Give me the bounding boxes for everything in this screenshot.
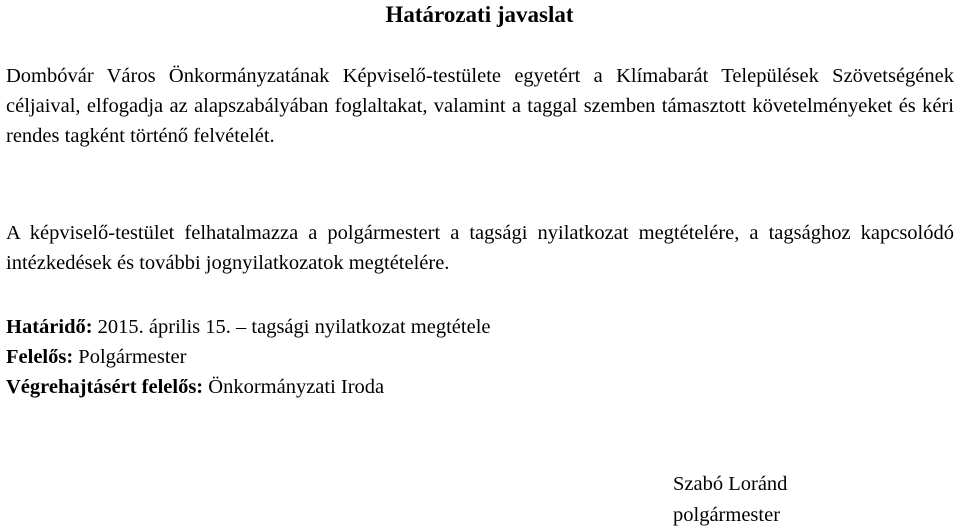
paragraph-authorization: A képviselő-testület felhatalmazza a polgármestert a tagsági nyilatkozat megtételére, a tagsághoz kapcsolódó intézkedések és további jognyilatkozatok megtételére. xyxy=(6,222,954,274)
deadline-value: 2015. április 15. – tagsági nyilatkozat megtétele xyxy=(97,316,491,338)
responsible-label: Felelős: xyxy=(6,346,74,368)
paragraph-resolution: Dombóvár Város Önkormányzatának Képviselő-testülete egyetért a Klímabarát Települések Szövetségének céljaival, elfogadja az alapszabályában foglaltakat, valamint a taggal szemben támasztott követelményeket és kéri rendes tagként történő felvételét. xyxy=(6,65,954,147)
deadline-label: Határidő: xyxy=(6,316,93,338)
executor-value: Önkormányzati Iroda xyxy=(208,376,385,398)
executor-label: Végrehajtásért felelős: xyxy=(6,376,204,398)
resolution-fields xyxy=(6,312,954,402)
document-title: Határozati javaslat xyxy=(385,2,574,27)
signature-block xyxy=(673,469,787,531)
signature-name: Szabó Loránd xyxy=(673,473,788,495)
responsible-value: Polgármester xyxy=(78,346,187,368)
deadline-row xyxy=(6,312,954,342)
signature-role: polgármester xyxy=(673,504,781,526)
responsible-row xyxy=(6,342,954,372)
executor-row xyxy=(6,372,954,402)
